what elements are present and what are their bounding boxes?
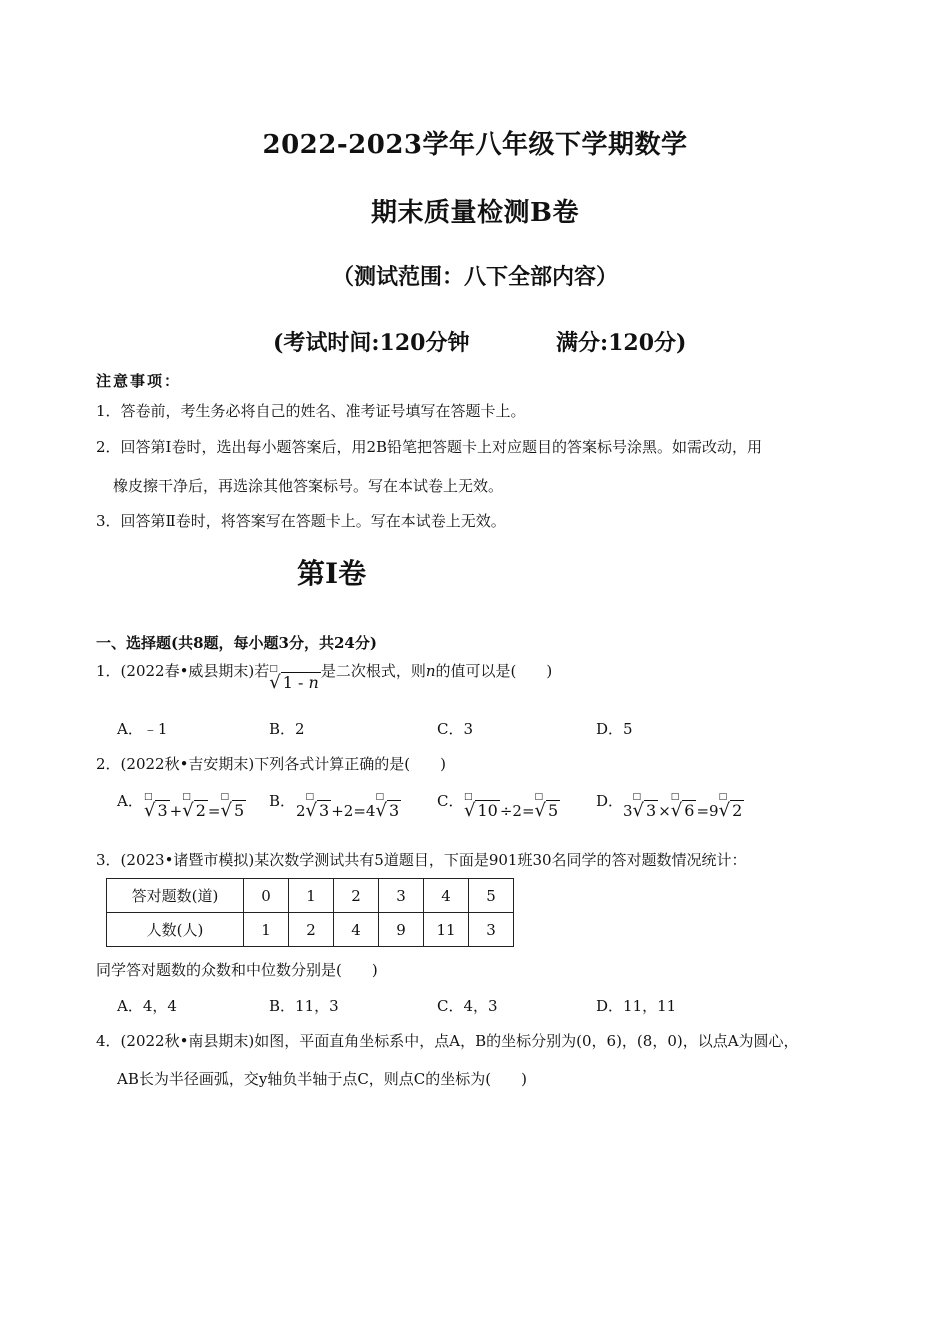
exam-scope: （测试范围：八下全部内容） — [331, 264, 618, 290]
table-header-cell: 答对题数(道) — [107, 879, 244, 913]
q3-stem: 3．(2023•诸暨市模拟)某次数学测试共有5道题目，下面是901班30名同学的答对题数情况统计： — [96, 851, 747, 869]
q2-option-a-label: A． — [117, 792, 143, 810]
q1-option-b: B．2 — [269, 720, 305, 738]
table-cell: 2 — [289, 913, 334, 947]
q1-radical — [269, 664, 321, 693]
q1-option-a: A．﹣1 — [117, 720, 168, 738]
radical-sign-icon: √ — [375, 800, 387, 821]
notice-item-2a: 2．回答第Ⅰ卷时，选出每小题答案后，用2B铅笔把答题卡上对应题目的答案标号涂黑。如需改动，用 — [96, 438, 763, 456]
radical-index-icon: □ — [375, 792, 384, 802]
table-row — [107, 913, 514, 947]
radical-sign-icon: √ — [632, 800, 645, 821]
table-row — [107, 879, 514, 913]
radical-index-icon: □ — [632, 792, 642, 802]
q2-option-b-label: B． — [269, 792, 296, 810]
q2-option-c-expr: □ √ 10 ÷2= □ √ 5 — [464, 792, 559, 821]
radical-index-icon: □ — [718, 792, 728, 802]
table-cell: 3 — [469, 913, 514, 947]
q3-question: 同学答对题数的众数和中位数分别是( ) — [96, 961, 378, 979]
section-title: 第Ⅰ卷 — [297, 557, 367, 590]
radical-sign-icon: √ — [534, 800, 547, 821]
notice-item-2b: 橡皮擦干净后，再选涂其他答案标号。写在本试卷上无效。 — [113, 477, 504, 495]
radical-sign-icon: √ — [670, 800, 683, 821]
exam-time: (考试时间:120分钟 — [273, 330, 470, 356]
notice-item-3: 3．回答第Ⅱ卷时，将答案写在答题卡上。写在本试卷上无效。 — [96, 512, 506, 530]
table-cell: 11 — [424, 913, 469, 947]
radical-sign-icon: √ — [464, 800, 476, 821]
table-cell: 9 — [379, 913, 424, 947]
table-cell: 2 — [334, 879, 379, 913]
table-cell: 1 — [244, 913, 289, 947]
table-cell: 0 — [244, 879, 289, 913]
part-heading: 一、选择题(共8题，每小题3分，共24分) — [96, 634, 377, 652]
full-score: 满分:120分) — [556, 330, 687, 356]
table-cell: 5 — [469, 879, 514, 913]
table-cell: 1 — [289, 879, 334, 913]
radical-index-icon: □ — [220, 792, 230, 802]
radical-sign-icon: √ — [305, 800, 318, 821]
exam-title-line2: 期末质量检测B卷 — [371, 198, 579, 228]
radical-index-icon: □ — [182, 792, 191, 802]
q2-option-c-label: C． — [437, 792, 464, 810]
q1-radicand: 1 - — [282, 673, 309, 692]
q1-option-d: D．5 — [596, 720, 633, 738]
q2-option-b-expr: 2 □ √ 3 +2=4 □ √ 3 — [296, 792, 400, 821]
q1-suffix-a: 是二次根式，则 — [320, 662, 426, 680]
q1-suffix-b: 的值可以是( ) — [435, 662, 553, 680]
radical-index-icon: □ — [269, 664, 278, 674]
radical-index-icon: □ — [670, 792, 680, 802]
table-header-cell: 人数(人) — [107, 913, 244, 947]
q4-stem-line1: 4．(2022秋•南县期末)如图，平面直角坐标系中，点A，B的坐标分别为(0，6)，(8，0)，以点A为圆心， — [96, 1032, 799, 1050]
q1-option-c: C．3 — [437, 720, 474, 738]
table-cell: 4 — [424, 879, 469, 913]
q4-stem-line2: AB长为半径画弧，交y轴负半轴于点C，则点C的坐标为( ) — [117, 1070, 527, 1088]
radical-sign-icon: √ — [182, 800, 194, 821]
q1-radicand-var: n — [308, 673, 319, 692]
radical-index-icon: □ — [144, 792, 153, 802]
exam-title-line1: 2022-2023学年八年级下学期数学 — [262, 130, 688, 160]
radical-index-icon: □ — [534, 792, 544, 802]
radical-index-icon: □ — [305, 792, 315, 802]
notice-heading: 注意事项： — [96, 372, 182, 390]
q2-option-d-expr: 3 □ √ 3 × □ √ 6 =9 □ √ 2 — [623, 792, 743, 821]
q3-option-c: C．4，3 — [437, 997, 498, 1015]
q3-option-a: A．4，4 — [117, 997, 177, 1015]
notice-item-1: 1．答卷前，考生务必将自己的姓名、准考证号填写在答题卡上。 — [96, 402, 526, 420]
q2-option-d-label: D． — [596, 792, 624, 810]
q2-stem: 2．(2022秋•吉安期末)下列各式计算正确的是( ) — [96, 755, 446, 773]
table-cell: 3 — [379, 879, 424, 913]
radical-sign-icon: √ — [718, 800, 731, 821]
q3-option-d: D．11，11 — [596, 997, 677, 1015]
q3-stat-table — [106, 878, 514, 947]
q1-stem — [96, 660, 552, 693]
q1-var: n — [425, 662, 436, 680]
q2-option-a-expr: □ √ 3 + □ √ 2 = □ √ 5 — [144, 792, 245, 821]
radical-sign-icon: √ — [269, 672, 281, 693]
radical-sign-icon: √ — [220, 800, 232, 821]
q1-prefix: 1．(2022春•威县期末)若 — [96, 662, 270, 680]
q3-option-b: B．11，3 — [269, 997, 339, 1015]
radical-sign-icon: √ — [144, 800, 156, 821]
table-cell: 4 — [334, 913, 379, 947]
radical-index-icon: □ — [464, 792, 473, 802]
